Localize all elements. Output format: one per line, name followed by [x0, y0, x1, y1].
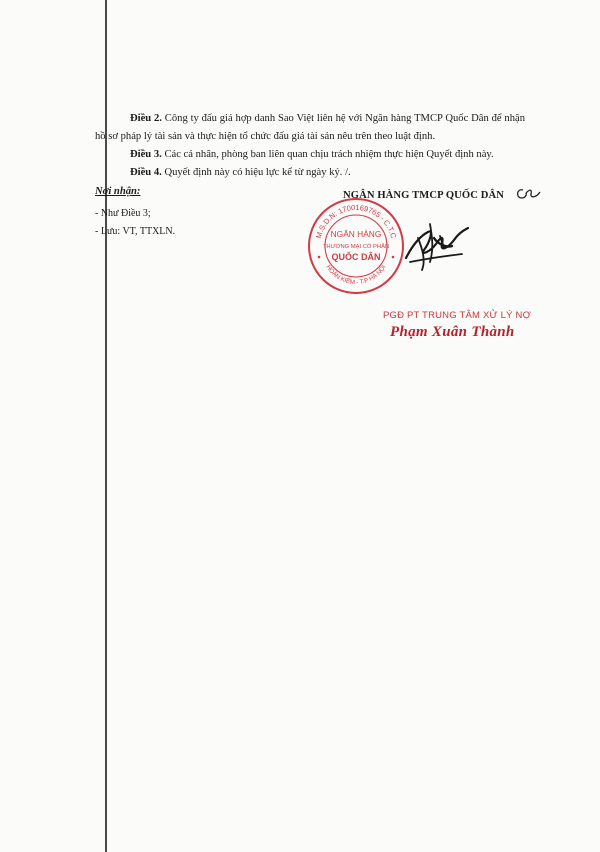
- article-2-label: Điều 2.: [130, 113, 162, 124]
- article-3: [95, 146, 525, 164]
- seal-bottom-text: HOÀN KIẾM - T.P HÀ NỘI: [324, 263, 388, 287]
- seal-line-1: NGÂN HÀNG: [330, 229, 382, 239]
- company-seal-icon: [306, 196, 406, 296]
- signer-title: PGĐ PT TRUNG TÂM XỬ LÝ NỢ: [383, 310, 531, 321]
- seal-outer-text: M.S.D.N: 1700169765 - C.T.C: [313, 202, 399, 240]
- seal-line-3: QUỐC DÂN: [331, 252, 381, 262]
- article-4-label: Điều 4.: [130, 167, 162, 178]
- seal-line-2: THƯƠNG MẠI CỔ PHẦN: [322, 244, 390, 250]
- article-3-text: Các cá nhân, phòng ban liên quan chịu trách nhiệm thực hiện Quyết định này.: [164, 149, 494, 160]
- article-2: [95, 110, 525, 146]
- article-2-text: Công ty đấu giá hợp danh Sao Việt liên hệ với Ngân hàng TMCP Quốc Dân để nhận hồ sơ pháp lý tài sản và thực hiện tổ chức đấu giá tài sản nêu trên theo luật định.: [95, 113, 526, 142]
- recipient-item: - Lưu: VT, TTXLN.: [95, 226, 176, 237]
- article-4-text: Quyết định này có hiệu lực kể từ ngày ký. /.: [164, 167, 351, 178]
- recipient-item: - Như Điều 3;: [95, 208, 151, 219]
- signer-name: Phạm Xuân Thành: [390, 324, 515, 340]
- bank-name: NGÂN HÀNG TMCP QUỐC DÂN: [343, 190, 505, 201]
- article-4: [95, 164, 525, 182]
- article-3-label: Điều 3.: [130, 149, 162, 160]
- handwritten-signature-icon: [400, 218, 470, 278]
- initial-mark-icon: [514, 186, 542, 202]
- recipients-title: Nơi nhận:: [95, 186, 141, 197]
